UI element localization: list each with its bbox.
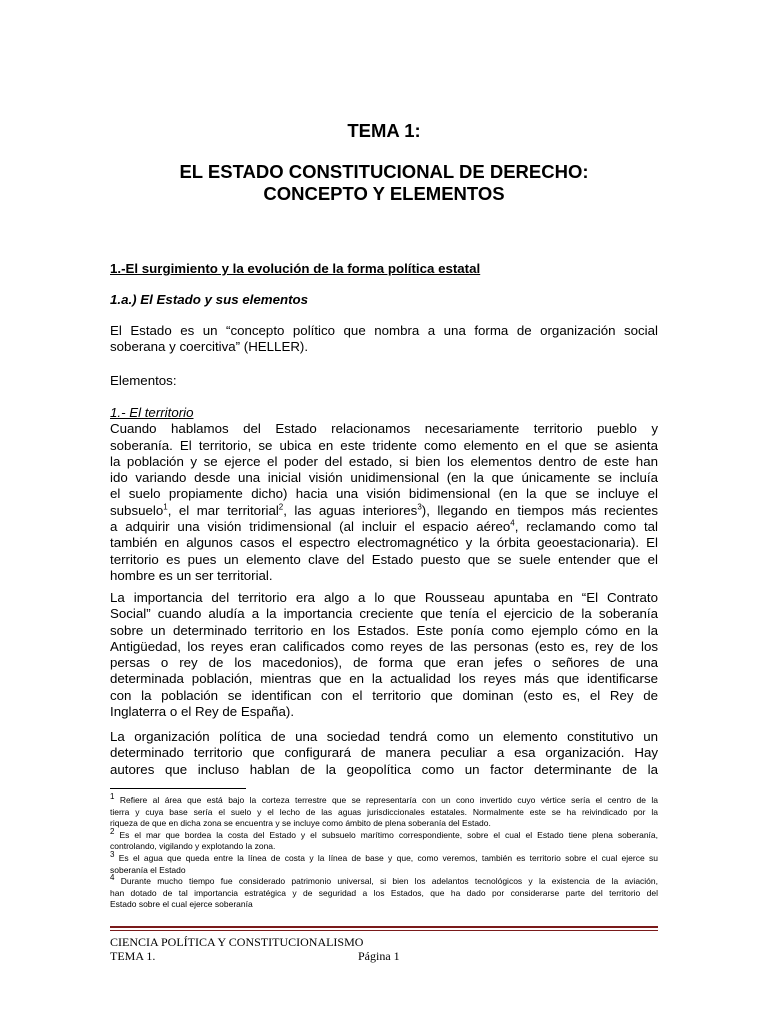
document-title-line2: CONCEPTO Y ELEMENTOS	[263, 183, 505, 204]
footer-rule-thin	[110, 930, 658, 931]
footer-rule-thick	[110, 926, 658, 928]
footnote-3: $^3$ Es el agua que queda entre la línea de costa y la línea de base y que, como veremos, también es territorio sobre el cual ejerce su soberanía el Estado	[110, 850, 658, 875]
text-line: soberanía. El territorio, se ubica en este tridente como elemento en el que se asienta	[110, 437, 658, 453]
rousseau-paragraph	[110, 590, 658, 720]
text-line: ido variando desde una inicial visión unidimensional (en la que únicamente se incluía	[110, 470, 658, 486]
text-line: el suelo propiamente dicho) hacia una visión bidimensional (en la que se incluye el	[110, 486, 658, 502]
text-line: Cuando hablamos del Estado relacionamos necesariamente territorio pueblo y	[110, 421, 658, 437]
text-line: La organización política de una sociedad tendrá como un elemento constitutivo un	[110, 729, 658, 744]
text-line: Social” cuando aludía a la importancia creciente que tenía el ejercicio de la soberanía	[110, 606, 658, 622]
text-line: Antigüedad, los reyes eran calificados como reyes de las personas (esto es, rey de los	[110, 638, 658, 654]
text-line-with-footnotes: subsuelo$^1$, el mar territorial$^2$, las aguas interiores$^3$), llegando en tiempos más recientes	[110, 502, 658, 518]
footnote-separator	[110, 788, 246, 789]
elementos-label: Elementos:	[110, 373, 177, 388]
text-line: determinada población, mientras que en la actualidad los reyes más que identificarse	[110, 671, 658, 687]
text-line: persas o rey de los macedonios), de forma que eran jefes o señores de una	[110, 655, 658, 671]
section-subheading: 1.a.) El Estado y sus elementos	[110, 292, 309, 307]
text-line: El Estado es un “concepto político que nombra a una forma de organización social	[110, 323, 658, 338]
text-line: hombre es un ser territorial.	[110, 567, 273, 583]
organizacion-paragraph	[110, 729, 658, 778]
text-line: autores que incluso hablan de la geopolítica como un factor determinante de la	[110, 761, 658, 777]
footer-tema: TEMA 1.	[110, 949, 156, 963]
footer-course-name: CIENCIA POLÍTICA Y CONSTITUCIONALISMO	[110, 935, 364, 949]
text-line: territorio es pues un elemento clave del Estado puesto que se suele entender que el	[110, 551, 658, 567]
section-heading: 1.-El surgimiento y la evolución de la forma política estatal	[110, 261, 481, 276]
footnote-number: 1	[110, 792, 115, 802]
footnote-ref-3[interactable]: 3	[417, 502, 422, 512]
page-number: Página 1	[358, 949, 400, 963]
tema-number: TEMA 1:	[347, 120, 421, 141]
footnote-ref-4[interactable]: 4	[510, 518, 515, 528]
footnote-2: $^2$ Es el mar que bordea la costa del Estado y el subsuelo marítimo correspondiente, sobre el cual el Estado tiene plena soberanía, controlando, vigilando y explotando la zona.	[110, 826, 658, 852]
intro-paragraph	[110, 323, 658, 356]
text-line: Inglaterra o el Rey de España).	[110, 704, 295, 720]
text-line: la población y se ejerce el poder del estado, si bien los elementos dentro de este han	[110, 453, 658, 469]
text-line: también en algunos casos el espectro electromagnético y la órbita geoestacionaria). El	[110, 535, 658, 551]
text-line-with-footnote: a adquirir una visión tridimensional (al incluir el espacio aéreo$^4$, reclamando como tal	[110, 518, 658, 535]
footnote-number: 2	[110, 826, 115, 836]
footnote-number: 3	[110, 850, 115, 860]
text-line: soberana y coercitiva” (HELLER).	[110, 339, 309, 355]
text-line: con la población se identifican con el territorio que dominan (esto es, el Rey de	[110, 687, 658, 703]
footnotes	[110, 792, 658, 911]
footnote-1: $^1$ Refiere al área que está bajo la corteza terrestre que se representaría con un cono invertido cuyo vértice sería el centro de la tierra y cuya base sería el suelo y el lecho de las aguas jurisdiccionales estatales. Normalmente este se ha reivindicado por la riqueza de que en dicha zona se encuentra y se incluye como ámbito de plena soberanía del Estado.	[110, 792, 658, 829]
footnote-number: 4	[110, 873, 115, 883]
document-title-line1: EL ESTADO CONSTITUCIONAL DE DERECHO:	[179, 161, 589, 182]
text-line: sobre un determinado territorio en los Estados. Este ponía como ejemplo cómo en la	[110, 622, 658, 638]
footnote-ref-1[interactable]: 1	[163, 502, 168, 512]
territorio-subtitle: 1.- El territorio	[110, 405, 194, 420]
territorio-paragraph	[110, 405, 658, 584]
footnote-4: $^4$ Durante mucho tiempo fue considerado patrimonio universal, si bien los adelantos tecnológicos y la existencia de la aviación, han dotado de tal importancia estratégica y de seguridad a los Estados, que ha dado por considerarse parte del territorio del Estado sobre el cual ejerce soberanía	[110, 873, 658, 910]
footnote-ref-2[interactable]: 2	[278, 502, 284, 512]
text-line: La importancia del territorio era algo a lo que Rousseau apuntaba en “El Contrato	[110, 590, 658, 605]
text-line: determinado territorio que configurará de manera peculiar a esa organización. Hay	[110, 745, 658, 761]
